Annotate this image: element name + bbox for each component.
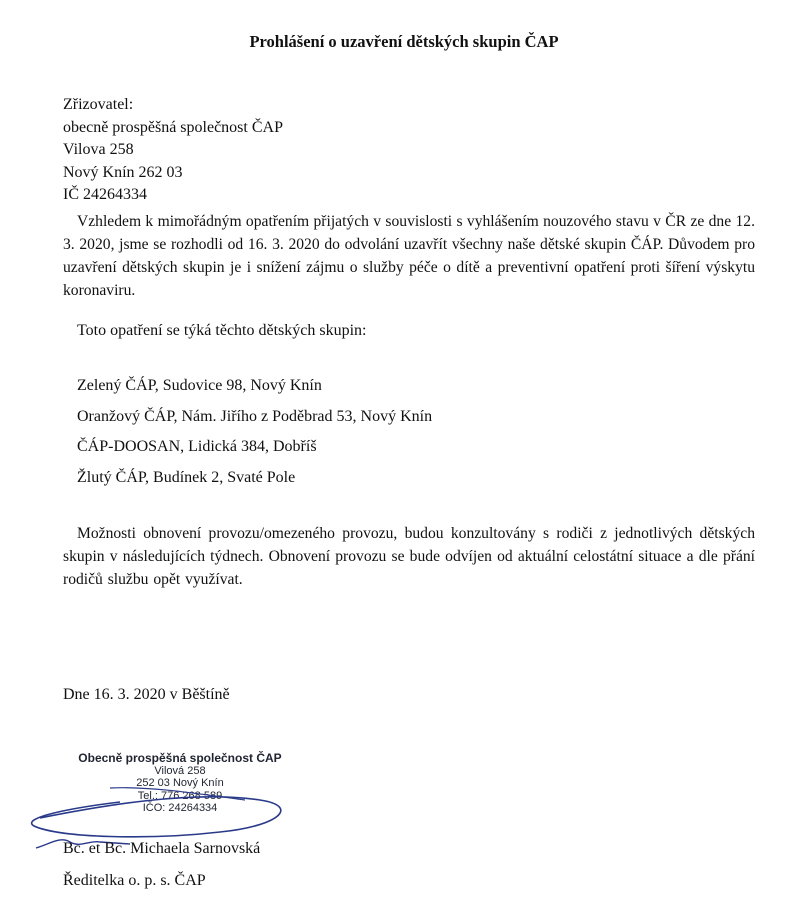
- closure-paragraph: Vzhledem k mimořádným opatřením přijatých v souvislosti s vyhlášením nouzového stavu v ČR ze dne 12. 3. 2020, jsme se rozhodli od 16. 3. 2020 do odvolání uzavřít všechny naše dětské skupin ČÁP. Důvodem pro uzavření dětských skupin je i snížení zájmu o služby péče o dítě a preventivní opatření proti šíření výskytu koronaviru.: [63, 213, 755, 299]
- founder-line: Vilova 258: [63, 141, 134, 158]
- signer-name: Bc. et Bc. Michaela Sarnovská: [63, 840, 261, 857]
- signer-role: Ředitelka o. p. s. ČAP: [63, 872, 206, 889]
- founder-line: IČ 24264334: [63, 186, 147, 203]
- list-item: Oranžový ČÁP, Nám. Jiřího z Poděbrad 53, Nový Knín: [77, 407, 433, 425]
- stamp-ico: IČO: 24264334: [142, 802, 218, 815]
- founder-line: Nový Knín 262 03: [63, 163, 183, 181]
- founder-address: [63, 94, 283, 207]
- founder-line: obecně prospěšná společnost ČAP: [63, 118, 283, 136]
- list-item: Zelený ČÁP, Sudovice 98, Nový Knín: [77, 377, 322, 394]
- company-stamp: [60, 752, 300, 815]
- stamp-street: Vilová 258: [154, 764, 206, 777]
- groups-list: [77, 376, 432, 498]
- stamp-city: 252 03 Nový Knín: [136, 777, 224, 790]
- groups-intro: Toto opatření se týká těchto dětských skupin:: [77, 322, 367, 339]
- reopening-paragraph: Možnosti obnovení provozu/omezeného provozu, budou konzultovány s rodiči z jednotlivých dětských skupin v následujících týdnech. Obnovení provozu se bude odvíjen od aktuální celostátní situace a dle přání rodičů službu opět využívat.: [63, 525, 755, 588]
- date-line: Dne 16. 3. 2020 v Běštíně: [63, 686, 230, 703]
- founder-label: Zřizovatel:: [63, 96, 134, 113]
- document-title: Prohlášení o uzavření dětských skupin ČAP: [249, 32, 559, 51]
- list-item: Žlutý ČÁP, Budínek 2, Svaté Pole: [77, 468, 296, 486]
- list-item: ČÁP-DOOSAN, Lidická 384, Dobříš: [77, 438, 317, 455]
- stamp-org: Obecně prospěšná společnost ČAP: [78, 751, 282, 765]
- stamp-phone: Tel.: 776 268 589: [137, 789, 223, 802]
